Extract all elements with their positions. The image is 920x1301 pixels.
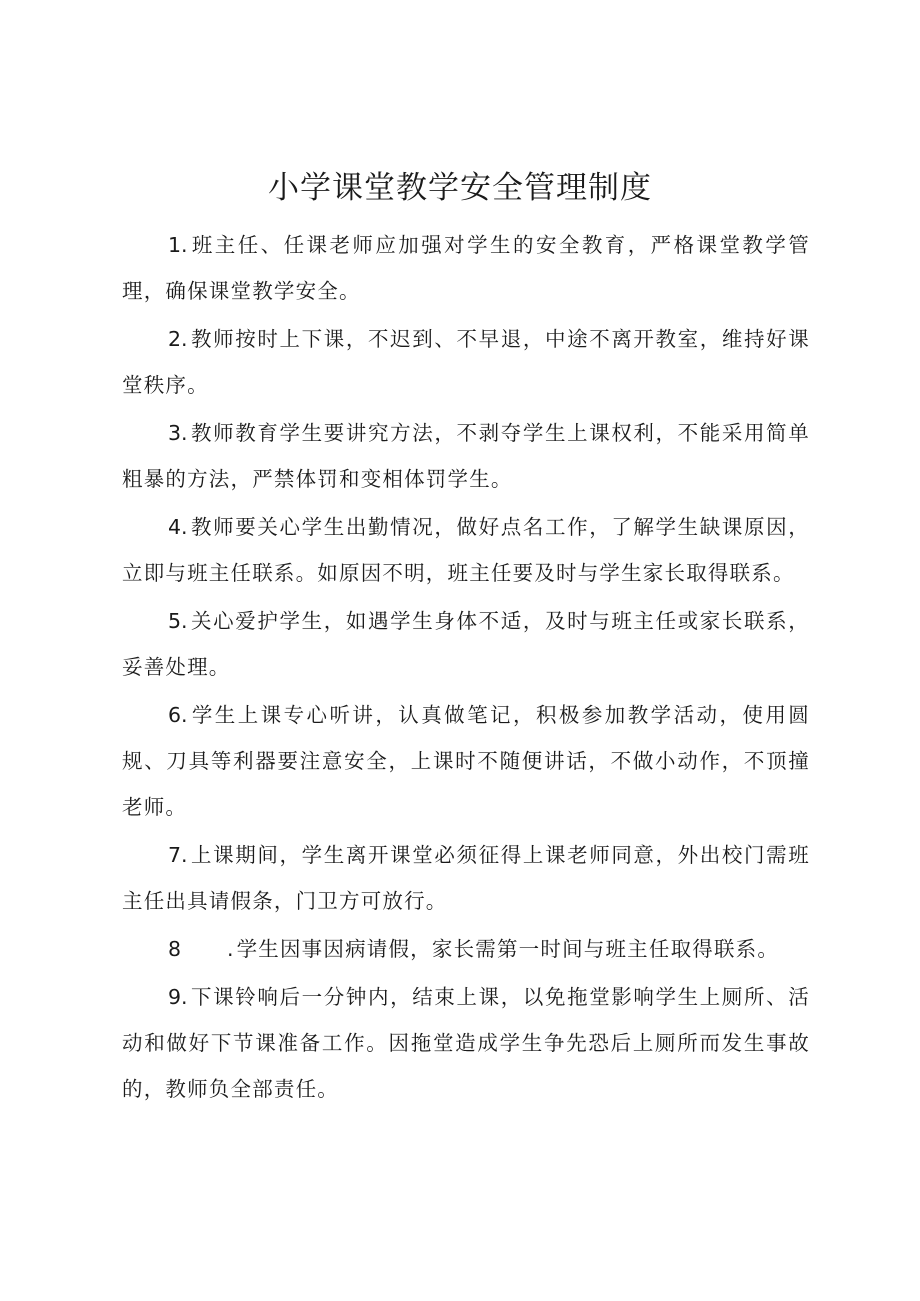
rule-text: 关心爱护学生，如遇学生身体不适，及时与班主任或家长联系，妥善处理。 xyxy=(122,609,810,679)
rule-text: 教师按时上下课，不迟到、不早退，中途不离开教室，维持好课堂秩序。 xyxy=(122,327,810,397)
rule-text: 教师要关心学生出勤情况，做好点名工作，了解学生缺课原因，立即与班主任联系。如原因不明，班主任要及时与学生家长取得联系。 xyxy=(122,515,810,585)
rule-number: 5 xyxy=(168,609,182,633)
rule-number: 1 xyxy=(168,233,182,257)
rule-separator: . xyxy=(181,843,188,867)
rule-text: 下课铃响后一分钟内，结束上课，以免拖堂影响学生上厕所、活动和做好下节课准备工作。因拖堂造成学生争先恐后上厕所而发生事故的，教师负全部责任。 xyxy=(122,985,810,1101)
rule-number: 8 xyxy=(168,937,182,961)
rule-item-7 xyxy=(122,832,810,924)
rule-separator: . xyxy=(181,609,188,633)
rule-number: 3 xyxy=(168,421,182,445)
rule-separator: . xyxy=(181,515,188,539)
rule-text: 教师教育学生要讲究方法，不剥夺学生上课权利，不能采用简单粗暴的方法，严禁体罚和变相体罚学生。 xyxy=(122,421,810,491)
rule-separator: . xyxy=(181,985,188,1009)
rule-item-6 xyxy=(122,692,810,830)
rule-number: 2 xyxy=(168,327,182,351)
rules-list xyxy=(122,222,810,1114)
rule-separator: . xyxy=(181,703,188,727)
rule-item-5 xyxy=(122,598,810,690)
rule-item-4 xyxy=(122,504,810,596)
rule-text: 学生上课专心听讲，认真做笔记，积极参加教学活动，使用圆规、刀具等利器要注意安全，上课时不随便讲话，不做小动作，不顶撞老师。 xyxy=(122,703,810,819)
page-title: 小学课堂教学安全管理制度 xyxy=(268,170,652,206)
rule-item-3 xyxy=(122,410,810,502)
rule-separator: . xyxy=(181,327,188,351)
rule-number: 7 xyxy=(168,843,182,867)
rule-item-8 xyxy=(122,926,810,972)
rule-separator: . xyxy=(181,421,188,445)
rule-item-2 xyxy=(122,316,810,408)
rule-item-1 xyxy=(122,222,810,314)
rule-text: 上课期间，学生离开课堂必须征得上课老师同意，外出校门需班主任出具请假条，门卫方可放行。 xyxy=(122,843,810,913)
rule-item-9 xyxy=(122,974,810,1112)
rule-text: 学生因事因病请假，家长需第一时间与班主任取得联系。 xyxy=(236,937,780,961)
rule-separator: . xyxy=(181,233,188,257)
rule-text: 班主任、任课老师应加强对学生的安全教育，严格课堂教学管理，确保课堂教学安全。 xyxy=(122,233,810,303)
rule-number: 9 xyxy=(168,985,182,1009)
rule-number: 4 xyxy=(168,515,182,539)
rule-separator: . xyxy=(227,937,234,961)
rule-number: 6 xyxy=(168,703,182,727)
